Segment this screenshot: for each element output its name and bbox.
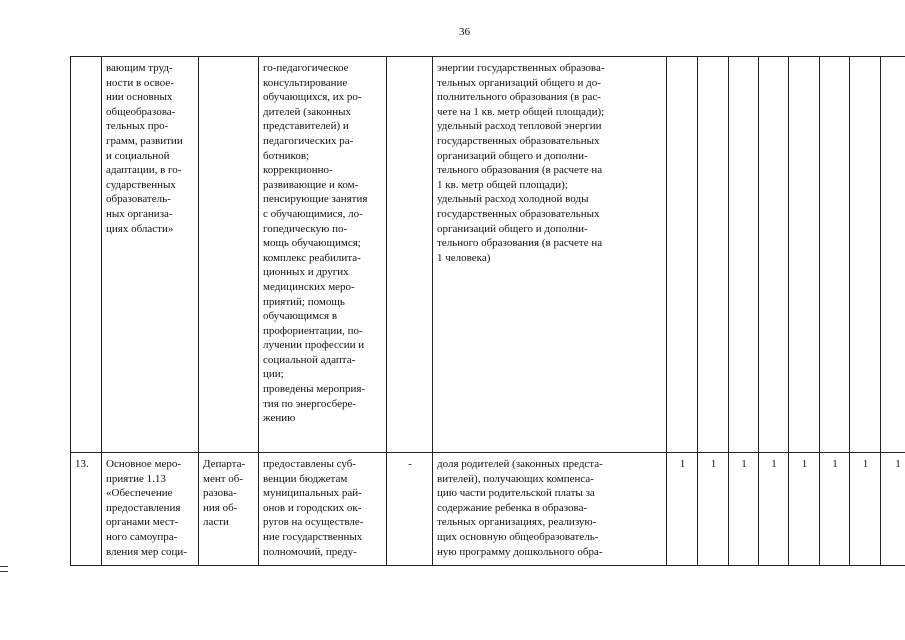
executor-cell: Департа- мент об- разова- ния об- ласти [199,453,259,566]
value-cell: 1 [789,453,820,566]
value-cell [729,57,759,453]
value-cell: 1 [759,453,789,566]
expected-result-cell: го-педагогическое консультирование обучающихся, их ро- дителей (законных представителей) и педагогических ра- ботников; коррекционно- развивающие и ком- пенсирующие занятия с обучающимися, ло- гопедическую по- мощь обучающимся; комплекс реабилита- ционных и других медицинских меро- приятий; помощь обучающимся в профориентации, по- лучении профессии и социальной адапта- ции; проведены мероприя- тия по энергосбере- жению [259,57,387,453]
link-cell [387,57,433,453]
value-cell [789,57,820,453]
program-measures-table [70,56,905,566]
measure-name-cell: вающим труд- ности в освое- нии основных общеобразова- тельных про- грамм, развитии и социальной адаптации, в го- сударственных образователь- ных организа- циях области» [102,57,199,453]
value-cell: 1 [820,453,850,566]
row-number-cell [71,57,102,453]
value-cell [881,57,905,453]
indicator-cell: энергии государственных образова- тельных организаций общего и до- полнительного образования (в рас- чете на 1 кв. метр общей площади); удельный расход тепловой энергии государственных образовательных организаций общего и дополни- тельного образования (в расчете на 1 кв. метр общей площади); удельный расход холодной воды государственных образовательных организаций общего и дополни- тельного образования (в расчете на 1 человека) [433,57,667,453]
value-cell: 1 [667,453,698,566]
value-cell [759,57,789,453]
indicator-cell: доля родителей (законных предста- вителей), получающих компенса- цию части родительской платы за содержание ребенка в образова- тельных организациях, реализую- щих основную общеобразователь- ную программу дошкольного обра- [433,453,667,566]
link-cell: - [387,453,433,566]
value-cell: 1 [881,453,905,566]
margin-mark [0,566,8,572]
table-row [71,453,905,566]
executor-cell [199,57,259,453]
table-row [71,57,905,453]
value-cell: 1 [698,453,729,566]
row-number-cell: 13. [71,453,102,566]
measure-name-cell: Основное меро- приятие 1.13 «Обеспечение предоставления органами мест- ного самоупра- вления мер соци- [102,453,199,566]
expected-result-cell: предоставлены суб- венции бюджетам муниципальных рай- онов и городских ок- ругов на осуществле- ние государственных полномочий, преду- [259,453,387,566]
value-cell [667,57,698,453]
value-cell: 1 [729,453,759,566]
value-cell [820,57,850,453]
value-cell: 1 [850,453,881,566]
page-number: 36 [459,26,470,38]
value-cell [698,57,729,453]
value-cell [850,57,881,453]
